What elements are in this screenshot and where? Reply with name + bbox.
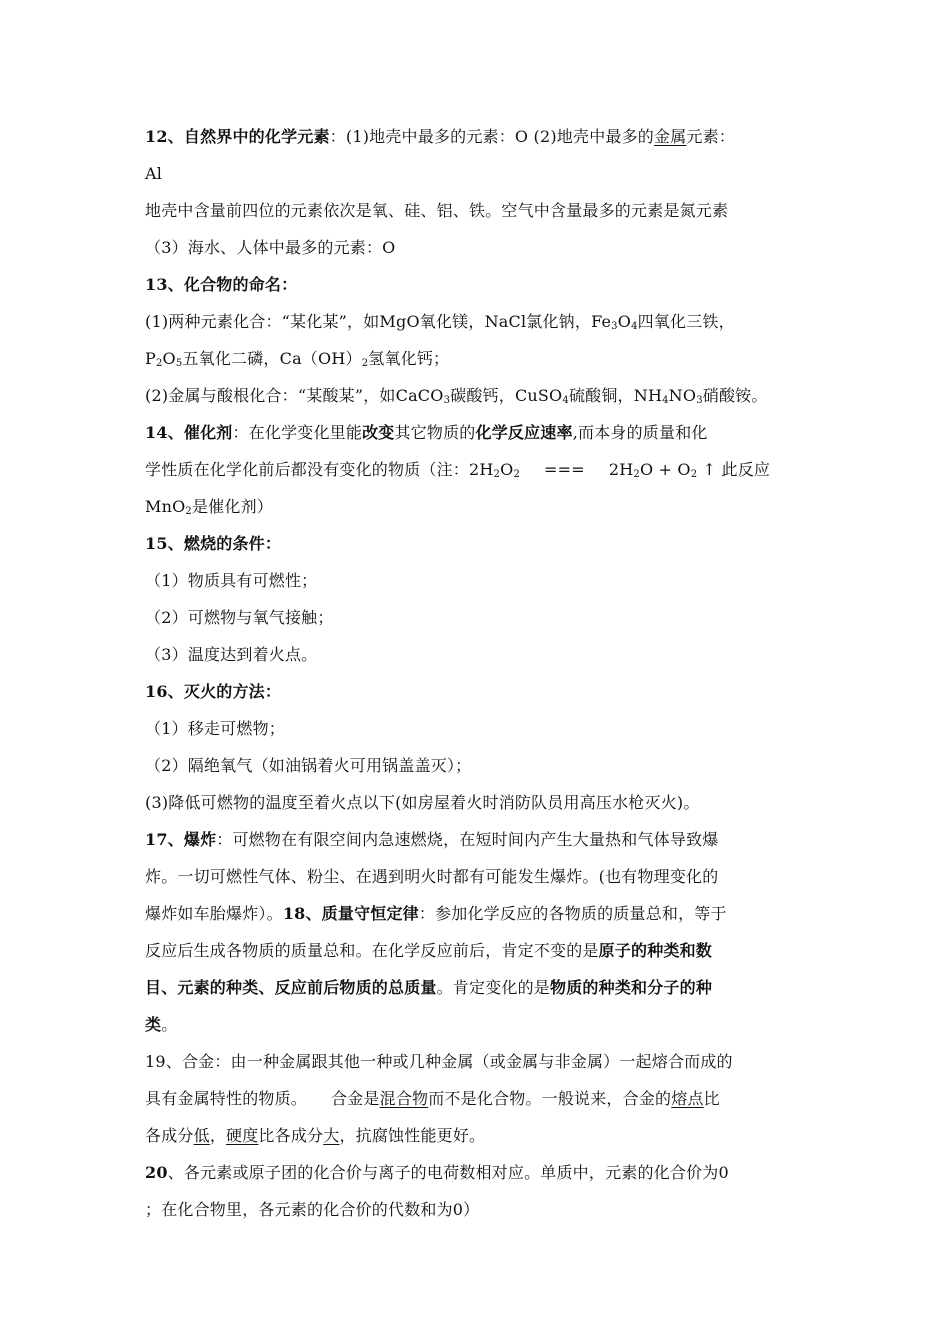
s17-line1: 17、爆炸：可燃物在有限空间内急速燃烧，在短时间内产生大量热和气体导致爆 [145,830,719,849]
s12-line2: 地壳中含量前四位的元素依次是氧、硅、铝、铁。空气中含量最多的元素是氮元素 [145,201,729,220]
s16-item: (3)降低可燃物的温度至着火点以下(如房屋着火时消防队员用高压水枪灭火)。 [145,793,700,812]
document-page [145,118,810,1228]
s18-title: 18、质量守恒定律 [282,904,419,923]
s16-item: （2）隔绝氧气（如油锅着火可用锅盖盖灭）； [145,756,472,775]
s18-line3: 目、元素的种类、反应前后物质的总质量。肯定变化的是物质的种类和分子的种 [145,978,713,997]
s15-item: （1）物质具有可燃性； [145,571,318,590]
s17-line2: 炸。一切可燃性气体、粉尘、在遇到明火时都有可能发生爆炸。(也有物理变化的 [145,867,719,886]
s16-heading: 16、灭火的方法： [145,682,282,701]
reaction-arrow: === [544,460,585,479]
s15-heading: 15、燃烧的条件： [145,534,282,553]
s18-line4: 类。 [145,1015,178,1034]
s15-item: （2）可燃物与氧气接触； [145,608,334,627]
s16-item: （1）移走可燃物； [145,719,285,738]
s12-title: 12、自然界中的化学元素 [145,127,330,146]
s13-line3: (2)金属与酸根化合：“某酸某”，如CaCO$_3$碳酸钙，CuSO$_4$硫酸铜，$NH_4NO_3$硝酸铵。 [145,386,768,406]
s20-line1: 20、各元素或原子团的化合价与离子的电荷数相对应。单质中，元素的化合价为0 [145,1163,729,1182]
s14-line3: MnO$_2$是催化剂） [145,497,273,517]
s17-s18-line: 爆炸如车胎爆炸）。18、质量守恒定律：参加化学反应的各物质的质量总和，等于 [145,904,727,923]
s19-line3: 各成分低，硬度比各成分大，抗腐蚀性能更好。 [145,1126,486,1145]
s12-line1: 12、自然界中的化学元素：(1)地壳中最多的元素：O (2)地壳中最多的金属元素： [145,127,736,146]
s12-line3: （3）海水、人体中最多的元素：O [145,238,396,257]
s19-line1: 19、合金：由一种金属跟其他一种或几种金属（或金属与非金属）一起熔合而成的 [145,1052,733,1071]
s14-line1: 14、催化剂：在化学变化里能改变其它物质的化学反应速率,而本身的质量和化 [145,423,708,442]
s15-item: （3）温度达到着火点。 [145,645,318,664]
s13-line1: (1)两种元素化合：“某化某”，如MgO氧化镁，NaCl氯化钠，$Fe_3O_4$四氧化三铁， [145,312,735,332]
s13-line2: $P_2O_5$五氧化二磷，$Ca(OH)_2$氢氧化钙； [145,349,450,369]
s14-line2: 学性质在化学化前后都没有变化的物质（注：$2H_2O_2$ === $2H_2O + O_2$ ↑ 此反应 [145,460,771,480]
s12-line1b: Al [145,164,163,183]
s19-line2: 具有金属特性的物质。 合金是混合物而不是化合物。一般说来，合金的熔点比 [145,1089,720,1108]
s20-line2: ；在化合物里，各元素的化合价的代数和为0） [145,1200,480,1219]
s13-heading: 13、化合物的命名： [145,275,298,294]
s18-line2: 反应后生成各物质的质量总和。在化学反应前后，肯定不变的是原子的种类和数 [145,941,713,960]
